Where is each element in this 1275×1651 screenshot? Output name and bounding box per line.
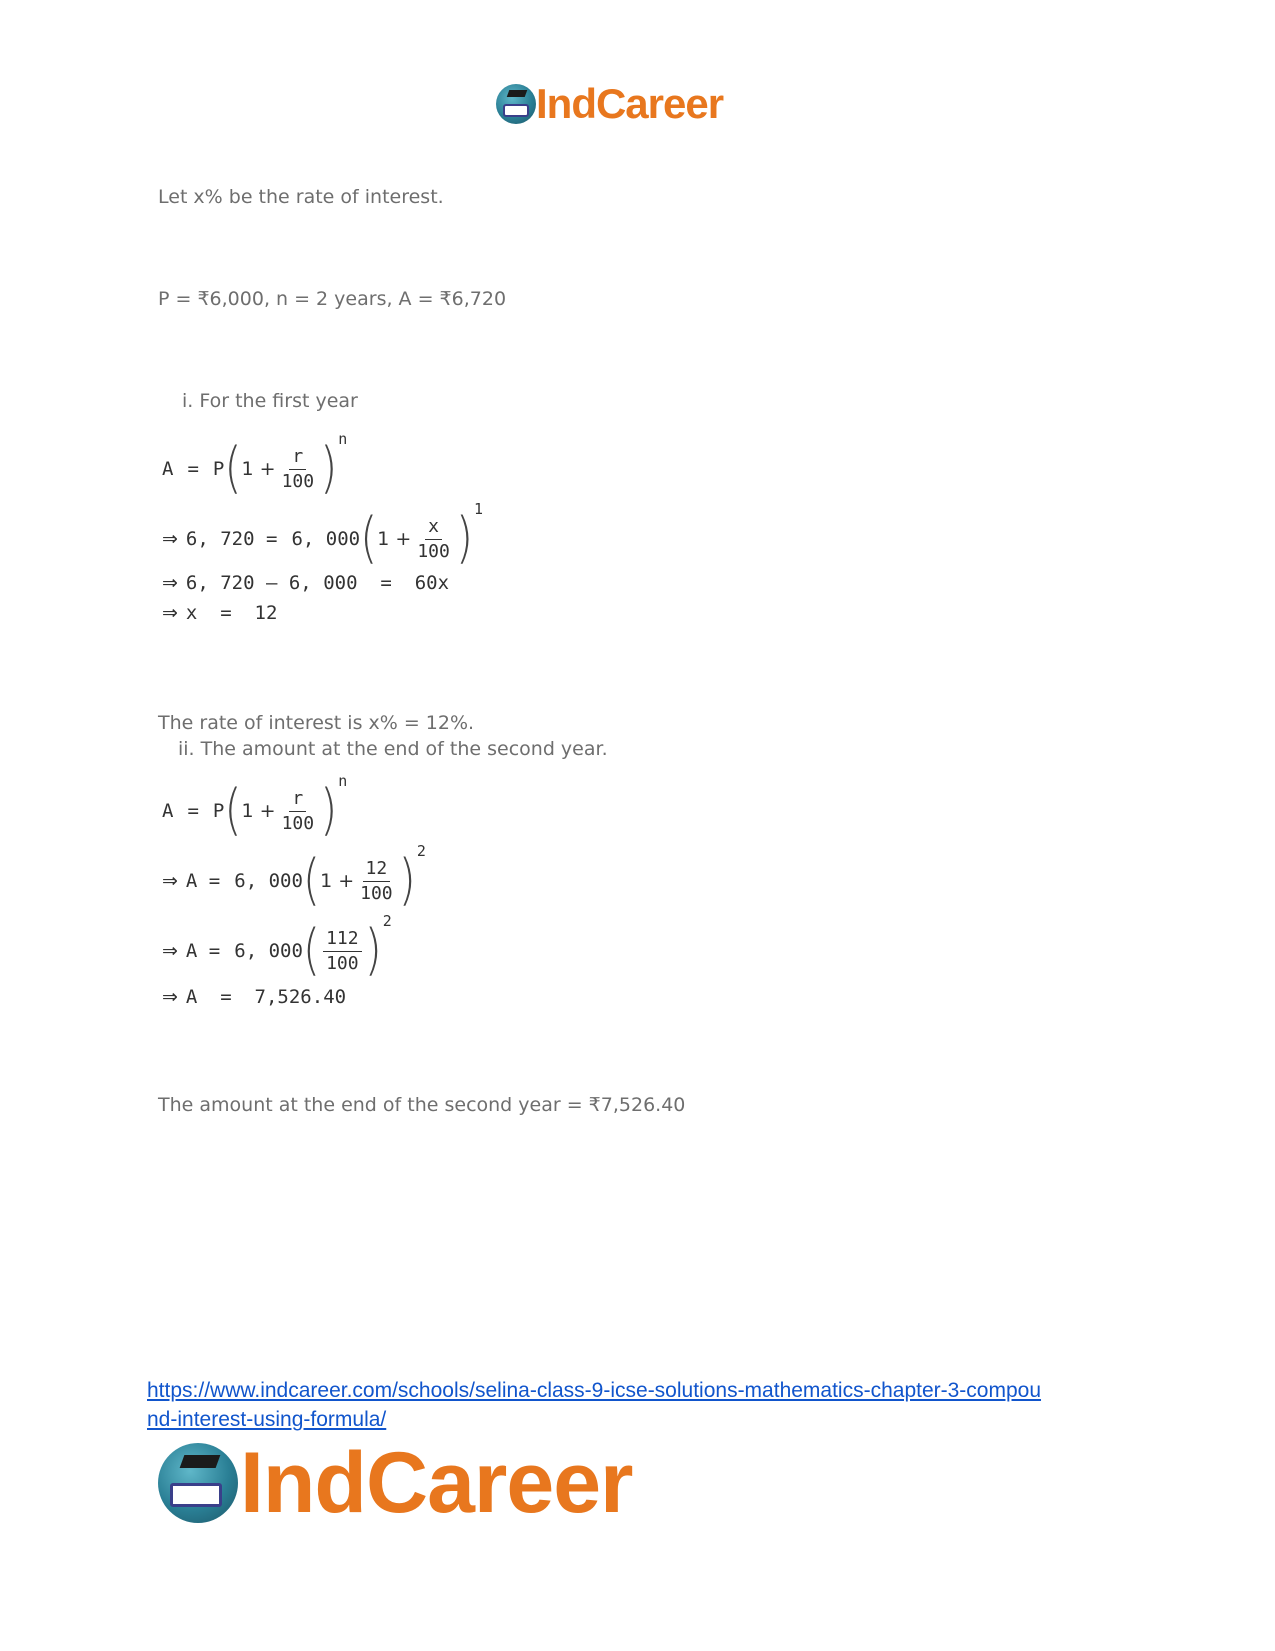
footer-logo: [158, 1435, 633, 1531]
globe-book-icon: [158, 1443, 238, 1523]
logo-text: IndCareer: [536, 80, 724, 127]
header-logo: [496, 80, 723, 128]
equation-first-year: ⇒ 6, 720 = 6, 000 ( 1 + $\frac{x}{100}$ ) 1: [162, 500, 484, 571]
final-amount: The amount at the end of the second year = ₹7,526.40: [158, 1094, 686, 1116]
given-values: P = ₹6,000, n = 2 years, A = ₹6,720: [158, 288, 507, 310]
equation-amount-result: ⇒ A = 7,526.40: [162, 986, 347, 1008]
equation-compound-formula-2: A = P ( 1 + $\frac{r}{100}$ ) n: [162, 772, 348, 843]
equation-x-value: ⇒ x = 12: [162, 602, 278, 624]
equation-compound-formula-1: A = P ( 1 + $\frac{r}{100}$ ) n: [162, 430, 348, 501]
equation-simplified: ⇒ A = 6, 000 ( $\frac{112}{100}$ ) 2: [162, 912, 392, 983]
part2-heading: ii. The amount at the end of the second year.: [178, 738, 608, 760]
rate-result: The rate of interest is x% = 12%.: [158, 712, 475, 734]
footer-logo-text: IndCareer: [240, 1435, 633, 1531]
equation-difference: ⇒ 6, 720 – 6, 000 = 60x: [162, 572, 450, 594]
source-link[interactable]: https://www.indcareer.com/schools/selina-class-9-icse-solutions-mathematics-chapter-3-compou nd-interest-using-formula/: [147, 1379, 1042, 1431]
part1-heading: i. For the first year: [182, 390, 358, 412]
equation-second-year: ⇒ A = 6, 000 ( 1 + $\frac{12}{100}$ ) 2: [162, 842, 426, 913]
intro-text: Let x% be the rate of interest.: [158, 186, 444, 208]
globe-book-icon: [496, 84, 536, 124]
